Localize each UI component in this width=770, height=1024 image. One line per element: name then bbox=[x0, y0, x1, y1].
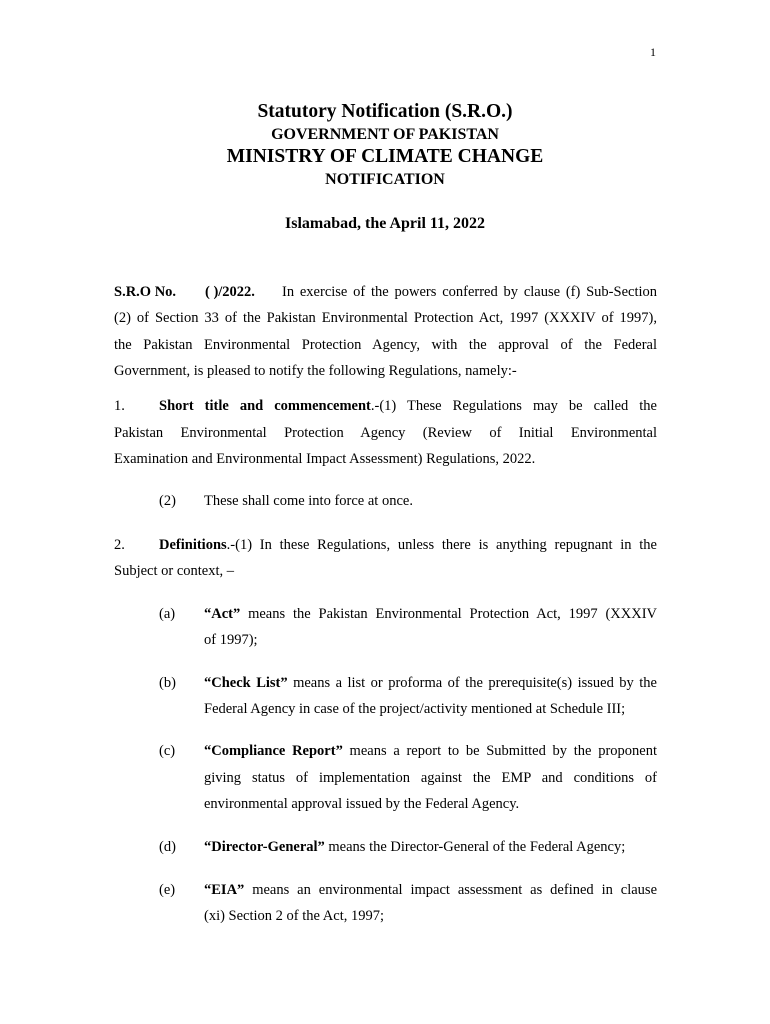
document-title: Statutory Notification (S.R.O.) bbox=[257, 101, 513, 122]
preamble-line-2: (2) of Section 33 of the Pakistan Environmental Protection Act, 1997 (XXXIV of 1997), bbox=[114, 310, 657, 326]
preamble-line-1 bbox=[114, 283, 176, 301]
section-1-line-3: Examination and Environmental Impact Assessment) Regulations, 2022. bbox=[114, 451, 536, 467]
section-2-line-1: Definitions.-(1) In these Regulations, unless there is anything repugnant in the bbox=[159, 537, 657, 553]
section-1-sub-2-label: (2) bbox=[159, 493, 176, 509]
definition-e-line-2: (xi) Section 2 of the Act, 1997; bbox=[204, 908, 385, 924]
definition-c-line-1: “Compliance Report” means a report to be Submitted by the proponent bbox=[204, 743, 658, 759]
definition-c-term: “Compliance Report” bbox=[204, 743, 343, 759]
government-heading: GOVERNMENT OF PAKISTAN bbox=[271, 126, 499, 143]
definition-a-term: “Act” bbox=[204, 606, 241, 622]
date-line: Islamabad, the April 11, 2022 bbox=[284, 215, 486, 232]
definition-e-line-1: “EIA” means an environmental impact assessment as defined in clause bbox=[204, 882, 657, 898]
definition-a-label: (a) bbox=[159, 606, 176, 622]
ministry-heading: MINISTRY OF CLIMATE CHANGE bbox=[226, 146, 544, 167]
definition-b-label: (b) bbox=[159, 675, 176, 691]
definition-b-line-1: “Check List” means a list or proforma of the prerequisite(s) issued by the bbox=[204, 675, 657, 691]
sro-number-blank: ( )/2022. bbox=[205, 284, 255, 300]
definition-d-line-1: “Director-General” means the Director-General of the Federal Agency; bbox=[204, 839, 626, 855]
definition-a-line-1: “Act” means the Pakistan Environmental Protection Act, 1997 (XXXIV bbox=[204, 606, 657, 622]
section-2-heading: Definitions bbox=[159, 537, 227, 553]
section-2-line-2: Subject or context, – bbox=[114, 563, 235, 579]
section-1-line-1: Short title and commencement.-(1) These Regulations may be called the bbox=[159, 398, 657, 414]
preamble-line-3: the Pakistan Environmental Protection Agency, with the approval of the Federal bbox=[114, 337, 657, 353]
notification-heading: NOTIFICATION bbox=[325, 171, 445, 188]
section-1-sub-2-text: These shall come into force at once. bbox=[204, 493, 413, 509]
definition-b-term: “Check List” bbox=[204, 675, 288, 691]
section-2-number: 2. bbox=[114, 537, 125, 553]
definition-c-line-2: giving status of implementation against the EMP and conditions of bbox=[204, 770, 657, 786]
definition-c-line-3: environmental approval issued by the Federal Agency. bbox=[204, 796, 520, 812]
definition-b-line-2: Federal Agency in case of the project/activity mentioned at Schedule III; bbox=[204, 701, 626, 717]
sro-number-label: S.R.O No. bbox=[114, 284, 177, 300]
definition-c-label: (c) bbox=[159, 743, 176, 759]
page-number: 1 bbox=[650, 45, 656, 59]
section-1-heading: Short title and commencement bbox=[159, 398, 371, 414]
preamble-line-1-text: In exercise of the powers conferred by clause (f) Sub-Section bbox=[282, 284, 657, 300]
section-1-number: 1. bbox=[114, 398, 125, 414]
preamble-line-4: Government, is pleased to notify the following Regulations, namely:- bbox=[114, 363, 517, 379]
definition-e-term: “EIA” bbox=[204, 882, 245, 898]
definition-a-line-2: of 1997); bbox=[204, 632, 258, 648]
section-1-line-2: Pakistan Environmental Protection Agency (Review of Initial Environmental bbox=[114, 425, 657, 441]
definition-d-term: “Director-General” bbox=[204, 839, 325, 855]
definition-d-label: (d) bbox=[159, 839, 176, 855]
definition-e-label: (e) bbox=[159, 882, 176, 898]
